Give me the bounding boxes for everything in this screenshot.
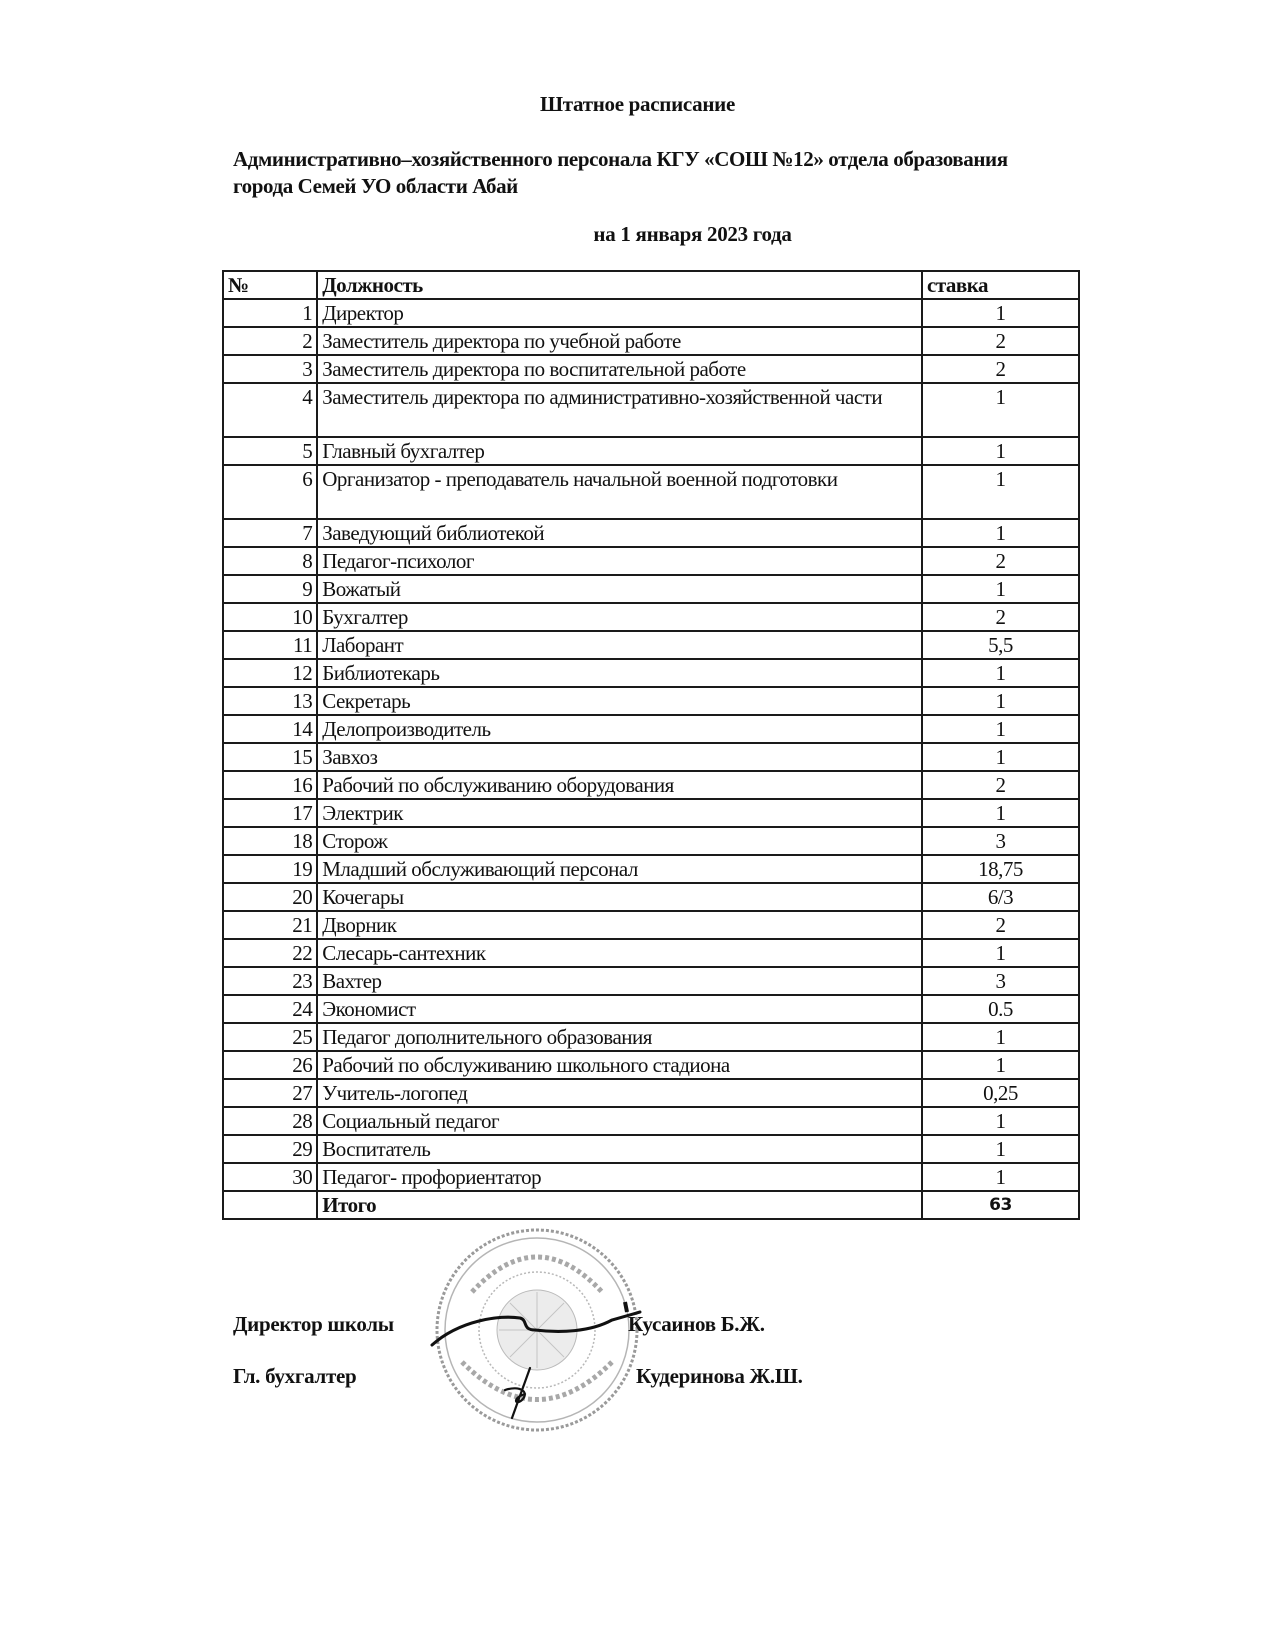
- row-num: 1: [223, 299, 317, 327]
- row-position: Вожатый: [317, 575, 922, 603]
- row-rate: 2: [922, 603, 1079, 631]
- table-row: [223, 743, 1079, 771]
- table-row: [223, 771, 1079, 799]
- row-rate: 2: [922, 327, 1079, 355]
- row-rate: 18,75: [922, 855, 1079, 883]
- table-row: [223, 299, 1079, 327]
- row-num: 17: [223, 799, 317, 827]
- table-row: [223, 383, 1079, 437]
- row-num: 2: [223, 327, 317, 355]
- row-position: Младший обслуживающий персонал: [317, 855, 922, 883]
- row-rate: 2: [922, 771, 1079, 799]
- row-position: Организатор - преподаватель начальной военной подготовки: [317, 465, 922, 519]
- row-rate: 1: [922, 687, 1079, 715]
- row-num: 28: [223, 1107, 317, 1135]
- row-position: Заместитель директора по учебной работе: [317, 327, 922, 355]
- row-position: Педагог дополнительного образования: [317, 1023, 922, 1051]
- table-row: [223, 1107, 1079, 1135]
- row-position: Заместитель директора по воспитательной работе: [317, 355, 922, 383]
- staff-table: [222, 270, 1080, 1220]
- row-num: 7: [223, 519, 317, 547]
- row-num: 26: [223, 1051, 317, 1079]
- table-row: [223, 883, 1079, 911]
- row-num: 21: [223, 911, 317, 939]
- table-row: [223, 575, 1079, 603]
- document-date: на 1 января 2023 года: [593, 222, 792, 246]
- subtitle-line-2: города Семей УО области Абай: [233, 174, 518, 198]
- row-position: Электрик: [317, 799, 922, 827]
- table-row: [223, 519, 1079, 547]
- row-num: 27: [223, 1079, 317, 1107]
- row-rate: 2: [922, 355, 1079, 383]
- row-rate: 1: [922, 575, 1079, 603]
- header-position: Должность: [317, 271, 922, 299]
- row-num: 30: [223, 1163, 317, 1191]
- row-rate: 1: [922, 1135, 1079, 1163]
- row-position: Рабочий по обслуживанию оборудования: [317, 771, 922, 799]
- row-rate: 1: [922, 659, 1079, 687]
- row-rate: 1: [922, 437, 1079, 465]
- row-num: 20: [223, 883, 317, 911]
- document-title: Штатное расписание: [540, 92, 735, 116]
- row-position: Завхоз: [317, 743, 922, 771]
- row-position: Бухгалтер: [317, 603, 922, 631]
- table-row: [223, 1023, 1079, 1051]
- row-rate: 0.5: [922, 995, 1079, 1023]
- row-rate: 2: [922, 547, 1079, 575]
- row-position: Учитель-логопед: [317, 1079, 922, 1107]
- row-num: 6: [223, 465, 317, 519]
- row-num: 24: [223, 995, 317, 1023]
- row-num: 3: [223, 355, 317, 383]
- table-row: [223, 855, 1079, 883]
- row-num: 22: [223, 939, 317, 967]
- row-position: Директор: [317, 299, 922, 327]
- row-num: 19: [223, 855, 317, 883]
- header-rate: ставка: [922, 271, 1079, 299]
- row-rate: 1: [922, 715, 1079, 743]
- row-position: Кочегары: [317, 883, 922, 911]
- table-row: [223, 659, 1079, 687]
- table-row: [223, 327, 1079, 355]
- row-num: 11: [223, 631, 317, 659]
- table-row: [223, 547, 1079, 575]
- row-num: 4: [223, 383, 317, 437]
- row-position: Главный бухгалтер: [317, 437, 922, 465]
- accountant-name: Кудеринова Ж.Ш.: [636, 1364, 803, 1388]
- row-num: 14: [223, 715, 317, 743]
- row-rate: 1: [922, 519, 1079, 547]
- row-num: 13: [223, 687, 317, 715]
- row-position: Заместитель директора по административно-хозяйственной части: [317, 383, 922, 437]
- row-rate: 1: [922, 1023, 1079, 1051]
- table-total-row: [223, 1191, 1079, 1219]
- total-label: Итого: [317, 1191, 922, 1219]
- row-num: 16: [223, 771, 317, 799]
- row-position: Экономист: [317, 995, 922, 1023]
- row-num: 5: [223, 437, 317, 465]
- row-position: Педагог- профориентатор: [317, 1163, 922, 1191]
- row-rate: 3: [922, 967, 1079, 995]
- director-name: Кусаинов Б.Ж.: [628, 1312, 765, 1336]
- row-rate: 1: [922, 743, 1079, 771]
- table-row: [223, 1051, 1079, 1079]
- table-header-row: [223, 271, 1079, 299]
- row-position: Делопроизводитель: [317, 715, 922, 743]
- row-rate: 3: [922, 827, 1079, 855]
- row-rate: 1: [922, 939, 1079, 967]
- total-value: 63: [922, 1191, 1079, 1219]
- table-row: [223, 1163, 1079, 1191]
- row-rate: 2: [922, 911, 1079, 939]
- row-num: 25: [223, 1023, 317, 1051]
- row-num: 12: [223, 659, 317, 687]
- row-rate: 1: [922, 299, 1079, 327]
- row-num: 8: [223, 547, 317, 575]
- table-row: [223, 1079, 1079, 1107]
- table-row: [223, 967, 1079, 995]
- row-rate: 1: [922, 799, 1079, 827]
- row-position: Рабочий по обслуживанию школьного стадиона: [317, 1051, 922, 1079]
- table-row: [223, 465, 1079, 519]
- row-position: Воспитатель: [317, 1135, 922, 1163]
- table-row: [223, 687, 1079, 715]
- row-position: Секретарь: [317, 687, 922, 715]
- row-position: Дворник: [317, 911, 922, 939]
- row-num: 18: [223, 827, 317, 855]
- table-row: [223, 631, 1079, 659]
- row-num: 9: [223, 575, 317, 603]
- row-rate: 1: [922, 1163, 1079, 1191]
- row-rate: 0,25: [922, 1079, 1079, 1107]
- table-row: [223, 437, 1079, 465]
- table-row: [223, 939, 1079, 967]
- row-rate: 1: [922, 1107, 1079, 1135]
- director-title: Директор школы: [233, 1312, 394, 1336]
- official-stamp: [432, 1222, 642, 1437]
- row-rate: 1: [922, 383, 1079, 437]
- row-position: Лаборант: [317, 631, 922, 659]
- table-row: [223, 355, 1079, 383]
- row-position: Библиотекарь: [317, 659, 922, 687]
- row-position: Слесарь-сантехник: [317, 939, 922, 967]
- table-row: [223, 715, 1079, 743]
- document-subtitle: [233, 146, 1153, 200]
- row-position: Социальный педагог: [317, 1107, 922, 1135]
- row-position: Заведующий библиотекой: [317, 519, 922, 547]
- table-row: [223, 603, 1079, 631]
- row-position: Вахтер: [317, 967, 922, 995]
- header-num: №: [223, 271, 317, 299]
- table-row: [223, 799, 1079, 827]
- row-position: Сторож: [317, 827, 922, 855]
- row-position: Педагог-психолог: [317, 547, 922, 575]
- table-body: [223, 299, 1079, 1191]
- row-rate: 1: [922, 1051, 1079, 1079]
- subtitle-line-1: Административно–хозяйственного персонала КГУ «СОШ №12» отдела образования: [233, 147, 1008, 171]
- row-num: 15: [223, 743, 317, 771]
- row-num: 10: [223, 603, 317, 631]
- total-num-cell: [223, 1191, 317, 1219]
- table-row: [223, 995, 1079, 1023]
- row-rate: 6/3: [922, 883, 1079, 911]
- accountant-title: Гл. бухгалтер: [233, 1364, 357, 1388]
- table-row: [223, 827, 1079, 855]
- row-rate: 1: [922, 465, 1079, 519]
- table-row: [223, 911, 1079, 939]
- row-rate: 5,5: [922, 631, 1079, 659]
- row-num: 23: [223, 967, 317, 995]
- table-row: [223, 1135, 1079, 1163]
- row-num: 29: [223, 1135, 317, 1163]
